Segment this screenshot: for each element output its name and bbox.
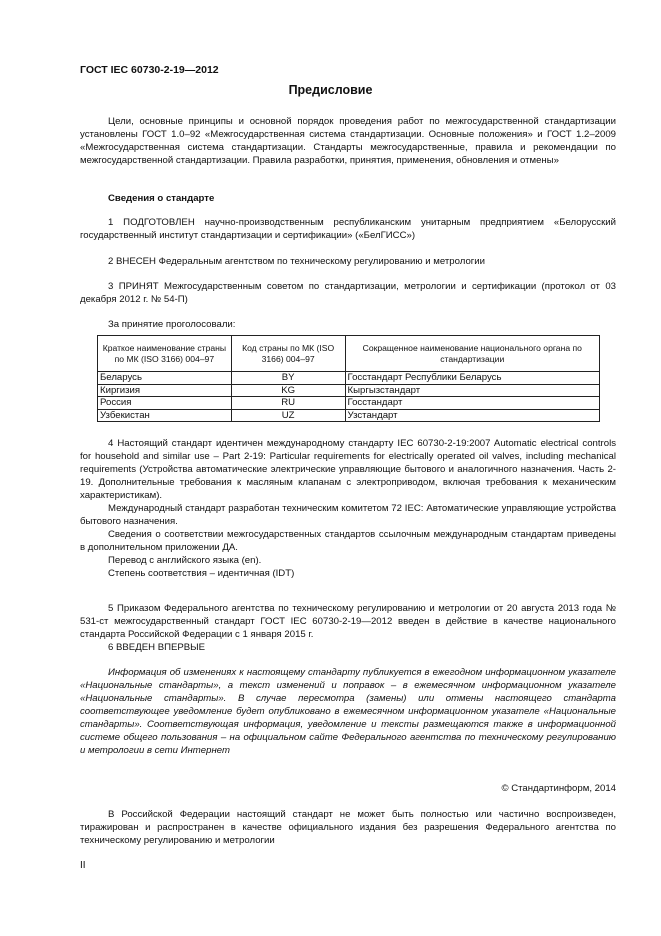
country-name-cell: Киргизия	[98, 384, 232, 397]
country-code-cell: KG	[231, 384, 345, 397]
table-row	[98, 397, 600, 410]
intro-paragraph: Цели, основные принципы и основной порядок проведения работ по межгосударственной стандартизации установлены ГОСТ 1.0–92 «Межгосударственная система стандартизации. Основные положения» и ГОСТ 1.2–2009 «Межгосударственная система стандартизации. Стандарты межгосударственные, правила и рекомендации по межгосударственной стандартизации. Правила разработки, принятия, применения, обновления и отмены»	[80, 116, 616, 166]
copyright-line: © Стандартинформ, 2014	[501, 783, 616, 794]
page-number: II	[80, 860, 86, 871]
country-code-cell: RU	[231, 397, 345, 410]
info-paragraph: Информация об изменениях к настоящему стандарту публикуется в ежегодном информационном указателе «Национальные стандарты», а текст изменений и поправок – в ежемесячном информационном указателе «Национальные стандарты». В случае пересмотра (замены) или отмены настоящего стандарта соответствующее уведомление будет опубликовано в ежемесячном информационном указателе «Национальные стандарты». Соответствующая информация, уведомление и тексты размещаются также в информационной системе общего пользования – на официальном сайте Федерального агентства по техническому регулированию и метрологии в сети Интернет	[80, 667, 616, 756]
footer-paragraph: В Российской Федерации настоящий стандарт не может быть полностью или частично воспроизведен, тиражирован и распространен в качестве официального издания без разрешения Федерального агентства по техническому регулированию и метрологии	[80, 809, 616, 846]
table-header-cell: Код страны по МК (ISO 3166) 004–97	[231, 336, 345, 372]
table-header-cell: Краткое наименование страны по МК (ISO 3166) 004–97	[98, 336, 232, 372]
voting-table	[97, 335, 600, 422]
country-name-cell: Россия	[98, 397, 232, 410]
table-header-row	[98, 336, 600, 372]
item-4-section	[80, 437, 616, 580]
item-4-paragraph: 4 Настоящий стандарт идентичен международному стандарту IEC 60730-2-19:2007 Automatic electrical controls for household and similar use – Part 2-19: Particular requirements for electrically operated oil valves, including mechanical requirements (Устройства автоматические электрические управляющие бытового и аналогичного назначения. Часть 2-19. Дополнительные требования к масляным клапанам с электроприводом, включая требования к механическим характеристикам).	[80, 438, 616, 501]
item-6-paragraph: 6 ВВЕДЕН ВПЕРВЫЕ	[108, 642, 206, 653]
item-5-paragraph: 5 Приказом Федерального агентства по техническому регулированию и метрологии от 20 августа 2013 года № 531-ст межгосударственный стандарт ГОСТ IEC 60730-2-19—2012 введен в действие в качестве национального стандарта Российской Федерации с 1 января 2015 г.	[80, 603, 616, 640]
standards-body-cell: Кыргызстандарт	[345, 384, 599, 397]
table-row	[98, 384, 600, 397]
item-4-references: Сведения о соответствии межгосударственных стандартов ссылочным международным стандартам приведены в дополнительном приложении ДА.	[80, 529, 616, 553]
country-code-cell: UZ	[231, 409, 345, 422]
item-4-translation: Перевод с английского языка (en).	[108, 555, 262, 566]
table-row	[98, 372, 600, 385]
item-4-committee: Международный стандарт разработан техническим комитетом 72 IEC: Автоматические управляющие устройства бытового назначения.	[80, 503, 616, 527]
item-3-paragraph: 3 ПРИНЯТ Межгосударственным советом по стандартизации, метрологии и сертификации (протокол от 03 декабря 2012 г. № 54-П)	[80, 281, 616, 305]
item-4-conformity: Степень соответствия – идентичная (IDT)	[108, 568, 295, 579]
table-row	[98, 409, 600, 422]
country-name-cell: Беларусь	[98, 372, 232, 385]
document-header: ГОСТ IEC 60730-2-19—2012	[80, 64, 219, 76]
country-name-cell: Узбекистан	[98, 409, 232, 422]
country-code-cell: BY	[231, 372, 345, 385]
standards-body-cell: Госстандарт Республики Беларусь	[345, 372, 599, 385]
standards-body-cell: Госстандарт	[345, 397, 599, 410]
table-header-cell: Сокращенное наименование национального органа по стандартизации	[345, 336, 599, 372]
vote-label: За принятие проголосовали:	[108, 319, 236, 330]
page-title: Предисловие	[288, 83, 373, 97]
standards-body-cell: Узстандарт	[345, 409, 599, 422]
item-1-paragraph: 1 ПОДГОТОВЛЕН научно-производственным республиканским унитарным предприятием «Белорусский государственный институт стандартизации и сертификации» («БелГИСС»)	[80, 217, 616, 241]
section-heading: Сведения о стандарте	[108, 193, 215, 204]
item-2-paragraph: 2 ВНЕСЕН Федеральным агентством по техническому регулированию и метрологии	[108, 256, 486, 267]
